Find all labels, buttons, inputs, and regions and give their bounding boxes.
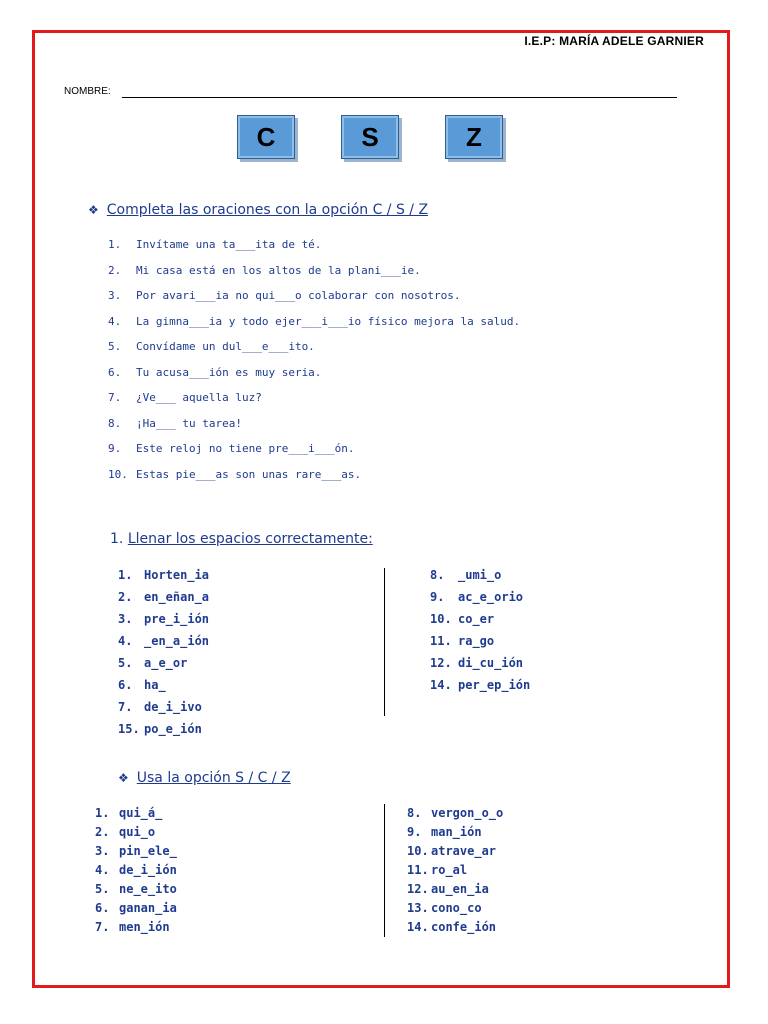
section1-heading — [88, 202, 428, 218]
word-item — [95, 844, 177, 863]
item-text: Convídame un dul___e___ito. — [136, 340, 315, 353]
item-number: 14. — [407, 920, 429, 934]
section2-number: 1. — [110, 531, 124, 547]
item-text: ne_e_ito — [119, 882, 177, 896]
item-number: 9. — [430, 590, 445, 604]
item-number: 1. — [95, 806, 110, 820]
item-number: 2. — [118, 590, 133, 604]
section3-heading — [118, 770, 291, 786]
item-number: 7. — [118, 700, 133, 714]
word-item — [95, 920, 177, 939]
word-item — [95, 806, 177, 825]
word-item — [407, 825, 503, 844]
item-number: 3. — [108, 289, 122, 302]
section2-right-list — [430, 568, 530, 700]
word-item — [118, 722, 209, 744]
word-item — [430, 590, 530, 612]
word-item — [118, 656, 209, 678]
word-item — [430, 634, 530, 656]
school-name: I.E.P: MARÍA ADELE GARNIER — [524, 34, 704, 48]
section2-divider — [384, 568, 385, 716]
item-text: ra_go — [458, 634, 495, 648]
item-text: ¡Ha___ tu tarea! — [136, 416, 242, 430]
section3-title: Usa la opción S / C / Z — [136, 770, 291, 786]
item-text: qui_á_ — [119, 806, 163, 820]
diamond-bullet-icon: ❖ — [88, 203, 99, 217]
item-text: Invítame una ta___ita de té. — [136, 238, 322, 251]
section3-right-list — [407, 806, 503, 939]
item-text: confe_ión — [431, 920, 497, 934]
item-text: man_ión — [431, 825, 482, 839]
item-number: 2. — [95, 825, 110, 839]
section1-title: Completa las oraciones con la opción C / S / Z — [106, 202, 429, 218]
item-text: vergon_o_o — [431, 806, 504, 820]
item-number: 10. — [108, 467, 128, 481]
item-number: 12. — [430, 656, 452, 670]
word-item — [95, 901, 177, 920]
item-text: a_e_or — [144, 656, 188, 670]
item-number: 7. — [95, 920, 110, 934]
word-item — [118, 612, 209, 634]
item-number: 8. — [430, 568, 445, 582]
item-text: pin_ele_ — [119, 844, 177, 858]
item-number: 4. — [108, 314, 122, 328]
item-number: 1. — [118, 568, 133, 582]
item-text: di_cu_ión — [458, 656, 524, 670]
item-text: Mi casa está en los altos de la plani___ie. — [136, 263, 421, 277]
word-item — [118, 678, 209, 700]
item-text: Horten_ia — [144, 568, 210, 582]
item-text: La gimna___ia y todo ejer___i___io físico mejora la salud. — [136, 314, 521, 328]
item-number: 10. — [430, 612, 452, 626]
item-number: 11. — [430, 634, 452, 648]
item-text: Por avari___ia no qui___o colaborar con nosotros. — [136, 289, 461, 302]
item-number: 14. — [430, 678, 452, 692]
item-number: 15. — [118, 722, 140, 736]
word-item — [430, 678, 530, 700]
word-item — [95, 825, 177, 844]
item-number: 4. — [95, 863, 110, 877]
item-text: de_i_ivo — [144, 700, 202, 714]
item-number: 2. — [108, 263, 122, 277]
letter-s-box: S — [341, 115, 399, 159]
item-text: Estas pie___as son unas rare___as. — [136, 467, 362, 481]
item-number: 3. — [95, 844, 110, 858]
item-number: 9. — [108, 442, 122, 455]
item-text: per_ep_ión — [458, 678, 531, 692]
sentence-item — [108, 340, 520, 366]
word-item — [118, 700, 209, 722]
section2-heading — [110, 531, 373, 547]
item-number: 3. — [118, 612, 133, 626]
item-text: ro_al — [431, 863, 468, 877]
word-item — [407, 863, 503, 882]
item-number: 9. — [407, 825, 422, 839]
section3-left-list — [95, 806, 177, 939]
letter-c-box: C — [237, 115, 295, 159]
sentence-item — [108, 468, 520, 494]
item-text: qui_o — [119, 825, 156, 839]
item-text: Tu acusa___ión es muy seria. — [136, 365, 322, 379]
item-number: 4. — [118, 634, 133, 648]
item-number: 12. — [407, 882, 429, 896]
sentence-item — [108, 315, 520, 341]
word-item — [118, 568, 209, 590]
sentence-item — [108, 417, 520, 443]
item-number: 6. — [108, 365, 122, 379]
item-text: co_er — [458, 612, 495, 626]
item-text: men_ión — [119, 920, 170, 934]
item-text: cono_co — [431, 901, 482, 915]
sentence-item — [108, 289, 520, 315]
sentence-list — [108, 238, 520, 493]
word-item — [95, 863, 177, 882]
sentence-item — [108, 366, 520, 392]
item-number: 13. — [407, 901, 429, 915]
item-text: ac_e_orio — [458, 590, 524, 604]
diamond-bullet-icon: ❖ — [118, 771, 129, 785]
item-number: 7. — [108, 391, 122, 404]
name-label: NOMBRE: — [64, 86, 111, 97]
item-text: po_e_ión — [144, 722, 202, 736]
name-field-line — [122, 97, 677, 98]
word-item — [430, 612, 530, 634]
item-text: de_i_ión — [119, 863, 177, 877]
word-item — [407, 844, 503, 863]
item-number: 6. — [95, 901, 110, 915]
word-item — [430, 656, 530, 678]
item-text: _en_a_ión — [144, 634, 210, 648]
item-text: au_en_ia — [431, 882, 489, 896]
item-text: pre_i_ión — [144, 612, 210, 626]
section3-divider — [384, 804, 385, 937]
item-number: 5. — [118, 656, 133, 670]
word-item — [407, 901, 503, 920]
word-item — [430, 568, 530, 590]
letter-z-box: Z — [445, 115, 503, 159]
item-text: atrave_ar — [431, 844, 497, 858]
item-number: 10. — [407, 844, 429, 858]
item-text: Este reloj no tiene pre___i___ón. — [136, 442, 355, 455]
item-number: 5. — [108, 340, 122, 353]
item-number: 11. — [407, 863, 429, 877]
sentence-item — [108, 391, 520, 417]
word-item — [95, 882, 177, 901]
word-item — [407, 806, 503, 825]
word-item — [407, 882, 503, 901]
item-text: ganan_ia — [119, 901, 177, 915]
sentence-item — [108, 238, 520, 264]
item-number: 8. — [108, 416, 122, 430]
item-text: en_eñan_a — [144, 590, 210, 604]
item-text: _umi_o — [458, 568, 502, 582]
item-text: ¿Ve___ aquella luz? — [136, 391, 262, 404]
item-number: 5. — [95, 882, 110, 896]
section2-title: Llenar los espacios correctamente: — [127, 531, 373, 547]
item-text: ha_ — [144, 678, 166, 692]
item-number: 8. — [407, 806, 422, 820]
word-item — [118, 634, 209, 656]
section2-left-list — [118, 568, 209, 744]
item-number: 6. — [118, 678, 133, 692]
sentence-item — [108, 442, 520, 468]
word-item — [407, 920, 503, 939]
word-item — [118, 590, 209, 612]
sentence-item — [108, 264, 520, 290]
item-number: 1. — [108, 238, 122, 251]
